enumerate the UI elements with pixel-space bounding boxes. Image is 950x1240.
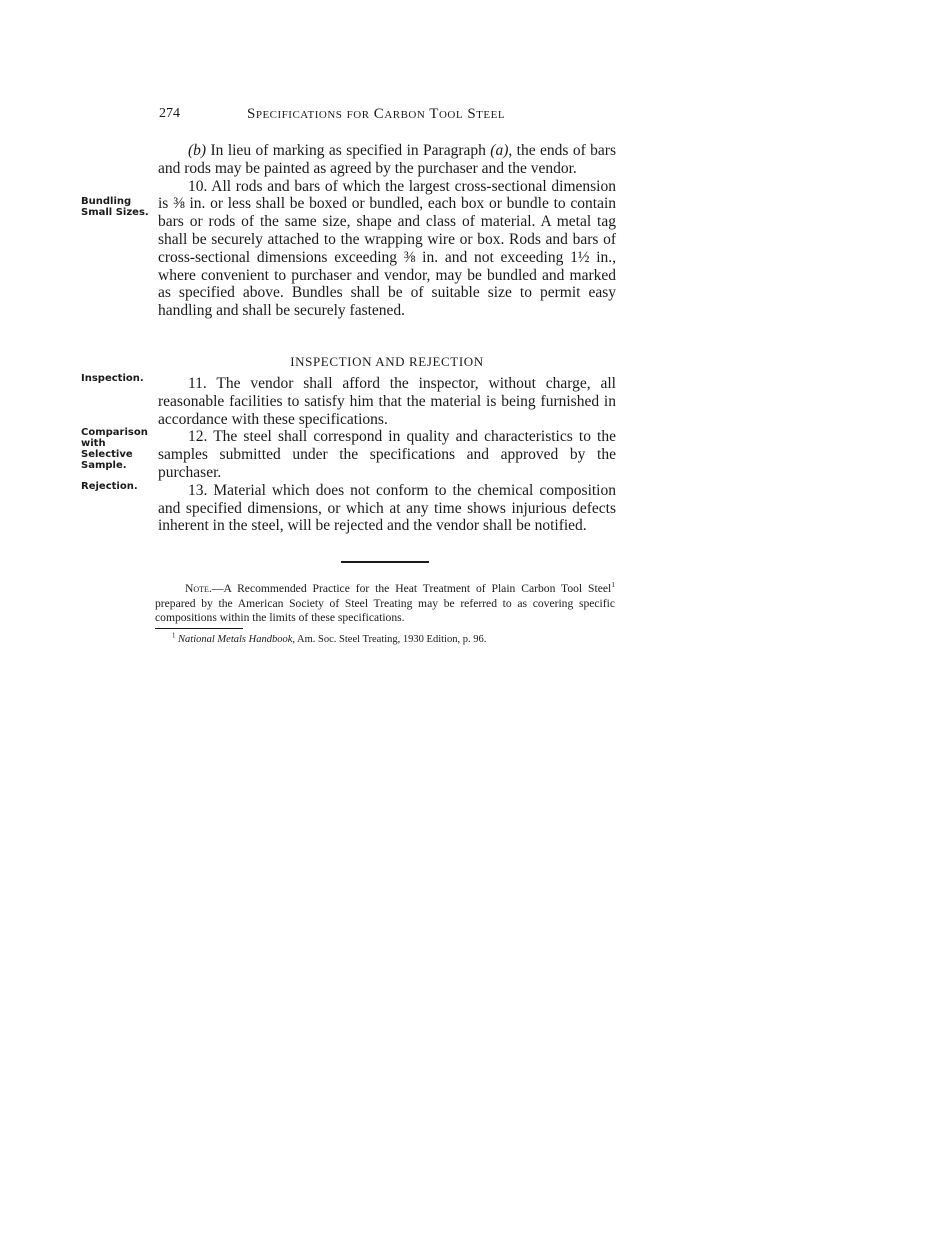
sidenote-comparison: Comparison with Selective Sample. xyxy=(81,427,148,471)
paragraph-13: 13. Material which does not conform to the chemical composition and specified dimensions, or which at any time shows injurious defects inherent in the steel, will be rejected and the vendor shall be notified. xyxy=(158,481,616,535)
footnote-reference: 1 xyxy=(611,580,615,590)
footnote xyxy=(172,633,622,646)
paragraph-11: 11. The vendor shall afford the inspector, without charge, all reasonable facilities to satisfy him that the material is being furnished in accordance with these specifications. xyxy=(158,375,616,428)
note-text-2: prepared by the American Society of Steel Treating may be referred to as covering specific compositions within the limits of these specifications. xyxy=(155,596,615,624)
paragraph-10-part-4: in., where convenient to purchaser and vendor, may be bundled and marked as specified above. Bundles shall be of suitable size to permit easy handling and shall be securely fastened. xyxy=(158,248,617,320)
paragraph-b-label: (b) xyxy=(188,142,207,159)
section-divider xyxy=(341,561,429,563)
sidenote-bundling: Bundling Small Sizes. xyxy=(81,196,149,218)
sidenote-rejection: Rejection. xyxy=(81,481,138,492)
footnote-divider xyxy=(155,628,243,629)
paragraph-10 xyxy=(158,178,616,320)
paragraph-12: 12. The steel shall correspond in quality and characteristics to the samples submitted under the specifications and approved by the purchaser. xyxy=(158,428,616,481)
paragraph-b-text-2: , the ends of bars and rods may be painted as agreed by the purchaser and the vendor. xyxy=(158,142,616,177)
body-lower xyxy=(158,375,616,535)
note-label: Note xyxy=(185,582,209,595)
fraction-three-eighths: ⅜ xyxy=(403,248,416,266)
paragraph-a-ref: (a) xyxy=(490,142,509,159)
sidenote-inspection: Inspection. xyxy=(81,373,144,384)
fraction-one-and-half: 1½ xyxy=(570,248,590,266)
section-heading: INSPECTION AND REJECTION xyxy=(290,354,484,369)
page-title: Specifications for Carbon Tool Steel xyxy=(247,106,506,122)
footnote-rest: , Am. Soc. Steel Treating, 1930 Edition, p. 96. xyxy=(292,634,487,645)
body-upper xyxy=(158,142,616,320)
note-text-1: A Recommended Practice for the Heat Treatment of Plain Carbon Tool Steel xyxy=(223,582,612,595)
paragraph-b-text-1: In lieu of marking as specified in Paragraph xyxy=(206,142,491,159)
footnote-title: National Metals Handbook xyxy=(178,634,293,645)
paragraph-10-part-1: 10. All rods and bars of which the largest cross-sectional dimension is xyxy=(158,177,616,213)
note-dash: .— xyxy=(208,582,224,595)
fraction-three-eighths: ⅜ xyxy=(173,195,185,213)
note xyxy=(155,582,615,626)
paragraph-10-part-3: in. and not exceeding xyxy=(415,248,571,266)
footnote-mark: 1 xyxy=(172,632,176,640)
page-number: 274 xyxy=(159,106,180,121)
paragraph-10-part-2: in. or less shall be boxed or bundled, each box or bundle to contain bars or rods of the same size, shape and class of material. A metal tag shall be securely attached to the wrapping wire or box. Rods and bars of cross-sectional dimensions exceeding xyxy=(158,195,616,266)
paragraph-b xyxy=(158,142,616,178)
